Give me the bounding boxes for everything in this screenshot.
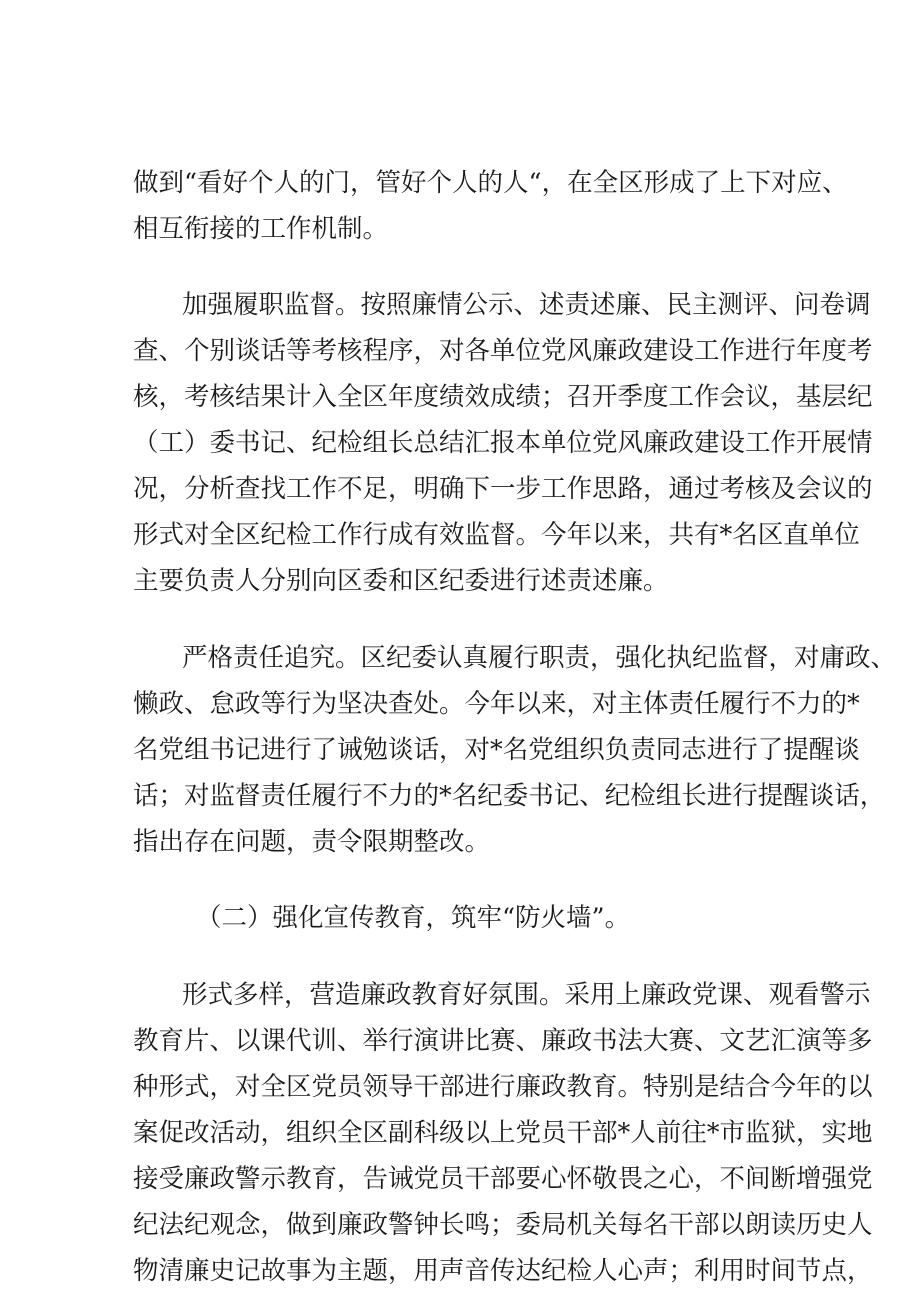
paragraph-start-line: 形式多样，营造廉政教育好氛围。采用上廉政党课、观看警示 [182, 980, 871, 1010]
text-line: 名党组书记进行了诫勉谈话，对*名党组织负责同志进行了提醒谈 [133, 735, 860, 765]
text-line: 核，考核结果计入全区年度绩效成绩；召开季度工作会议，基层纪 [133, 382, 873, 412]
text-line: 指出存在问题，责令限期整改。 [133, 827, 491, 857]
text-line: 接受廉政警示教育，告诫党员干部要心怀敬畏之心，不间断增强党 [133, 1164, 873, 1194]
text-line: 物清廉史记故事为主题，用声音传达纪检人心声；利用时间节点， [133, 1256, 873, 1286]
text-line: 做到“看好个人的门，管好个人的人“，在全区形成了上下对应、 [133, 168, 848, 198]
text-line: 纪法纪观念，做到廉政警钟长鸣；委局机关每名干部以朗读历史人 [133, 1210, 873, 1240]
text-line: 主要负责人分别向区委和区纪委进行述责述廉。 [133, 566, 669, 596]
text-line: 形式对全区纪检工作行成有效监督。今年以来，共有*名区直单位 [133, 520, 860, 550]
text-line: 种形式，对全区党员领导干部进行廉政教育。特别是结合今年的以 [133, 1072, 873, 1102]
text-line: 相互衔接的工作机制。 [133, 214, 389, 244]
text-line: 懒政、怠政等行为坚决查处。今年以来，对主体责任履行不力的* [133, 689, 860, 719]
text-line: 案促改活动，组织全区副科级以上党员干部*人前往*市监狱，实地 [133, 1118, 873, 1148]
paragraph-start-line: 加强履职监督。按照廉情公示、述责述廉、民主测评、问卷调 [182, 290, 871, 320]
text-line: 查、个别谈话等考核程序，对各单位党风廉政建设工作进行年度考 [133, 336, 873, 366]
section-heading: （二）强化宣传教育，筑牢“防火墙”。 [196, 903, 631, 933]
text-line: 话；对监督责任履行不力的*名纪委书记、纪检组长进行提醒谈话， [133, 781, 886, 811]
text-line: （工）委书记、纪检组长总结汇报本单位党风廉政建设工作开展情 [133, 428, 873, 458]
paragraph-start-line: 严格责任追究。区纪委认真履行职责，强化执纪监督，对庸政、 [182, 643, 897, 673]
text-line: 教育片、以课代训、举行演讲比赛、廉政书法大赛、文艺汇演等多 [133, 1026, 873, 1056]
text-line: 况，分析查找工作不足，明确下一步工作思路，通过考核及会议的 [133, 474, 873, 504]
